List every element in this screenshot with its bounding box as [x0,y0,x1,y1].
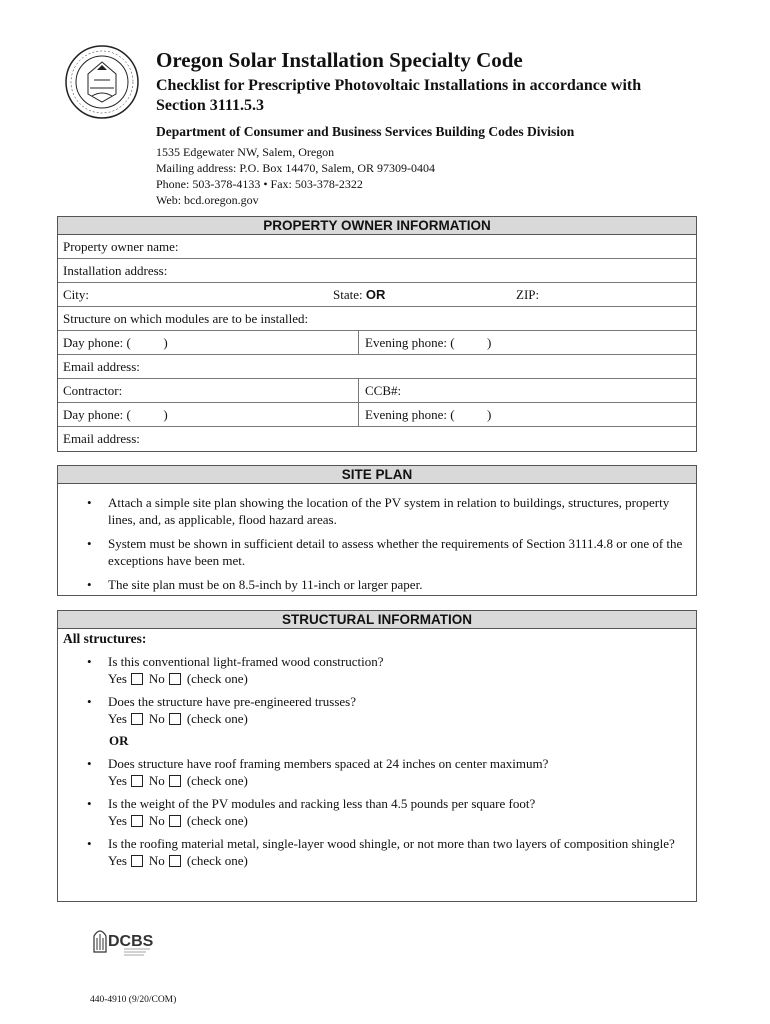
field-label: Property owner name: [63,239,179,254]
question-text: Is the roofing material metal, single-layer wood shingle, or not more than two layers of composition shingle? [108,836,675,851]
yes-checkbox[interactable] [131,673,143,685]
site-plan-section [57,465,697,596]
yes-checkbox[interactable] [131,855,143,867]
field-label: Email address: [63,431,140,446]
street-address: 1535 Edgewater NW, Salem, Oregon [156,145,335,159]
yes-checkbox[interactable] [131,815,143,827]
field-label: Structure on which modules are to be installed: [63,311,309,326]
no-checkbox[interactable] [169,855,181,867]
question-text: Does the structure have pre-engineered trusses? [108,694,356,709]
site-plan-item: • The site plan must be on 8.5-inch by 11-inch or larger paper. [58,576,696,593]
no-label: No [148,711,165,726]
installation-address-field[interactable] [58,259,696,283]
yes-checkbox[interactable] [131,775,143,787]
site-plan-item: • System must be shown in sufficient detail to assess whether the requirements of Section 3111.4.8 or one of the exceptions have been met. [58,535,696,569]
structural-section [57,610,697,902]
structural-question [58,835,696,869]
document-subtitle: Checklist for Prescriptive Photovoltaic Installations in accordance with Section 3111.5.3 [156,77,642,114]
structural-question [58,795,696,829]
section-heading: PROPERTY OWNER INFORMATION [58,217,696,235]
owner-phone-row [58,331,696,355]
no-label: No [148,671,165,686]
check-one-note: (check one) [186,813,248,828]
department-name: Department of Consumer and Business Services Building Codes Division [156,124,575,139]
mailing-address: Mailing address: P.O. Box 14470, Salem, OR 97309-0404 [156,161,435,175]
all-structures-heading: All structures: [63,631,147,646]
dcbs-logo [90,922,160,958]
field-label: State: [333,287,363,302]
contractor-email-field[interactable] [58,427,696,451]
no-checkbox[interactable] [169,713,181,725]
field-label: Email address: [63,359,140,374]
contractor-row [58,379,696,403]
question-text: Does structure have roof framing members spaced at 24 inches on center maximum? [108,756,549,771]
form-number: 440-4910 (9/20/COM) [90,995,177,1005]
state-value: OR [365,287,386,302]
contractor-field[interactable]: Contractor: [63,383,123,398]
evening-phone-field[interactable]: Evening phone: ( ) [358,331,491,354]
dcbs-logo-text: DCBS [108,933,154,950]
field-label: Installation address: [63,263,168,278]
yes-label: Yes [108,671,127,686]
city-field[interactable]: City: [63,287,90,302]
yes-checkbox[interactable] [131,713,143,725]
section-heading: STRUCTURAL INFORMATION [58,611,696,629]
owner-name-field[interactable] [58,235,696,259]
contractor-phone-row [58,403,696,427]
yes-label: Yes [108,773,127,788]
zip-field[interactable]: ZIP: [516,287,540,302]
check-one-note: (check one) [186,773,248,788]
check-one-note: (check one) [186,853,248,868]
no-checkbox[interactable] [169,775,181,787]
contractor-day-phone-field[interactable]: Day phone: ( ) [63,407,168,422]
phone-fax: Phone: 503-378-4133 • Fax: 503-378-2322 [156,177,363,191]
check-one-note: (check one) [186,711,248,726]
question-text: Is this conventional light-framed wood construction? [108,654,384,669]
or-separator: OR [109,733,129,748]
no-checkbox[interactable] [169,673,181,685]
no-label: No [148,853,165,868]
oregon-state-seal-icon [64,44,140,120]
contractor-evening-phone-field[interactable]: Evening phone: ( ) [358,403,491,426]
ccb-field[interactable]: CCB#: [358,379,401,402]
document-title: Oregon Solar Installation Specialty Code [156,48,523,72]
structural-question [58,755,696,789]
yes-label: Yes [108,711,127,726]
website: Web: bcd.oregon.gov [156,193,259,207]
property-owner-section [57,216,697,452]
section-heading: SITE PLAN [58,466,696,484]
structural-question [58,653,696,687]
no-label: No [148,773,165,788]
yes-label: Yes [108,813,127,828]
question-text: Is the weight of the PV modules and racking less than 4.5 pounds per square foot? [108,796,536,811]
site-plan-item: • Attach a simple site plan showing the location of the PV system in relation to buildings, structures, property lines, and, as applicable, flood hazard areas. [58,494,696,528]
state-field[interactable] [333,283,385,307]
no-checkbox[interactable] [169,815,181,827]
day-phone-field[interactable]: Day phone: ( ) [63,335,168,350]
structural-question [58,693,696,727]
owner-email-field[interactable] [58,355,696,379]
no-label: No [148,813,165,828]
yes-label: Yes [108,853,127,868]
check-one-note: (check one) [186,671,248,686]
structure-field[interactable] [58,307,696,331]
city-state-zip-row [58,283,696,307]
